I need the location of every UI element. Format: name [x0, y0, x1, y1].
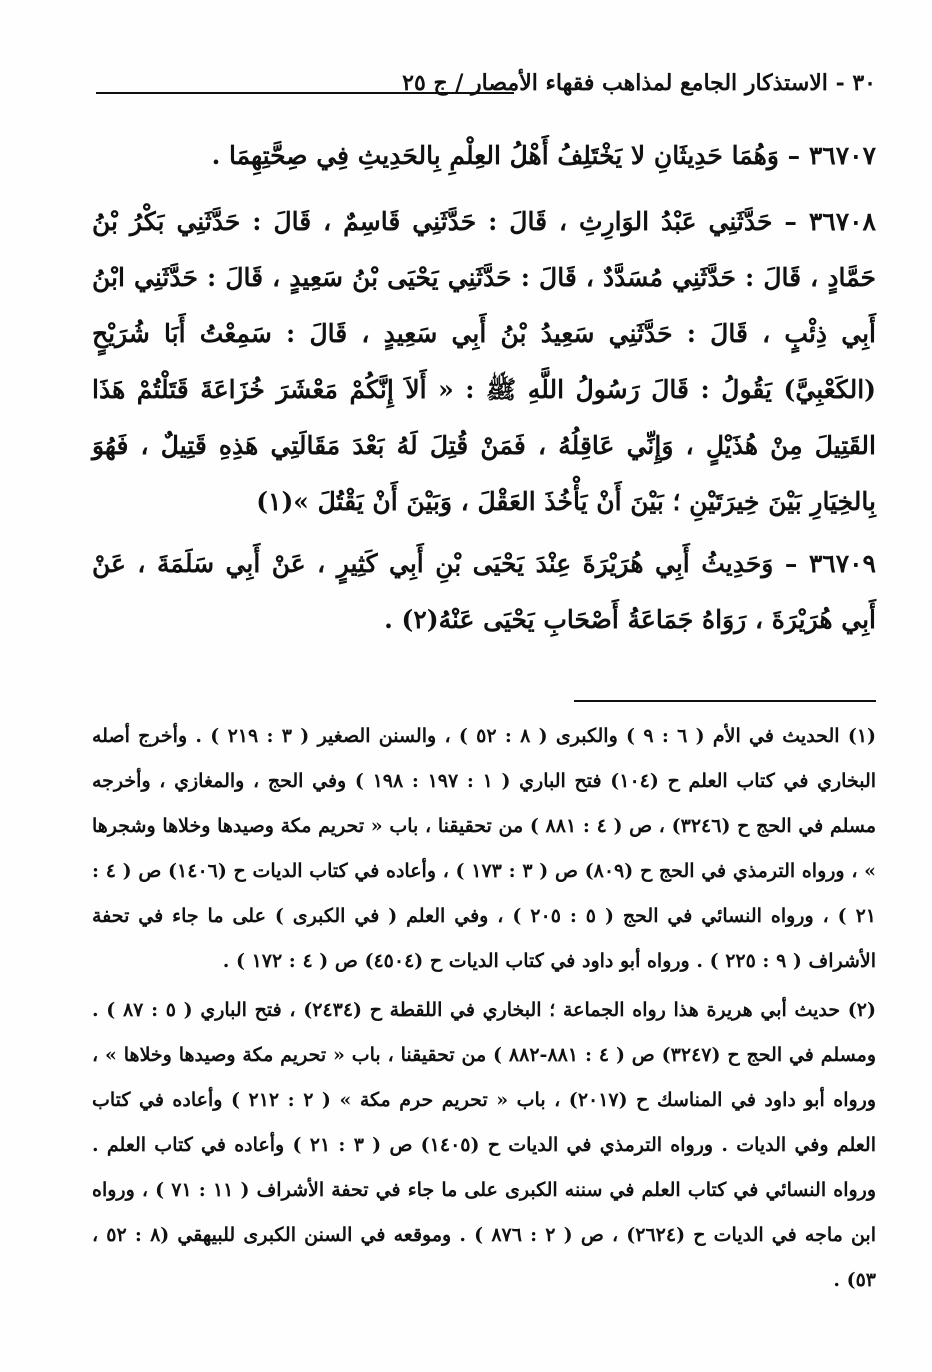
footnote-separator [574, 700, 876, 702]
paragraph-number: ٣٦٧٠٨ [808, 207, 876, 236]
footnote-1 [92, 714, 876, 984]
paragraph-dash: – [772, 207, 797, 236]
footnotes [92, 714, 876, 1307]
paragraph-text: وَهُمَا حَدِيثَانِ لا يَخْتَلِفُ أَهْلُ العِلْمِ بِالحَدِيثِ فِي صِحَّتِهِمَا . [211, 141, 779, 170]
footnote-text: حديث أبي هريرة هذا رواه الجماعة ؛ البخاري في اللقطة ح (٢٤٣٤) ، فتح الباري ( ٥ : ٨٧ ) . ومسلم في الحج ح (٣٢٤٧) ص ( ٤ : ٨٨١-٨٨٢ ) من تحقيقنا ، باب « تحريم مكة وصيدها وخلاها » ، ورواه أبو داود في المناسك ح (٢٠١٧) ، باب « تحريم حرم مكة » ( ٢ : ٢١٢ ) وأعاده في كتاب العلم وفي الديات . ورواه الترمذي في الديات ح (١٤٠٥) ص ( ٣ : ٢١ ) وأعاده في كتاب العلم . ورواه النسائي في كتاب العلم في سننه الكبرى على ما جاء في تحفة الأشراف ( ١١ : ٧١ ) ، ورواه ابن ماجه في الديات ح (٢٦٢٤) ، ص ( ٢ : ٨٧٦ ) . وموقعه في السنن الكبرى للبيهقي (٨ : ٥٢ ، ٥٣) . [92, 999, 877, 1291]
paragraph-number: ٣٦٧٠٧ [808, 141, 876, 170]
paragraph-number: ٣٦٧٠٩ [808, 549, 876, 578]
running-header [96, 66, 876, 100]
paragraph-text: حَدَّثَنِي عَبْدُ الوَارِثِ ، قَالَ : حَدَّثَنِي قَاسِمٌ ، قَالَ : حَدَّثَنِي بَكْرُ بْنُ حَمَّادٍ ، قَالَ : حَدَّثَنِي مُسَدَّدٌ ، قَالَ : حَدَّثَنِي يَحْيَى بْنُ سَعِيدٍ ، قَالَ : حَدَّثَنِي ابْنُ أَبِي ذِئْبٍ ، قَالَ : حَدَّثَنِي سَعِيدُ بْنُ أَبِي سَعِيدٍ ، قَالَ : سَمِعْتُ أَبَا شُرَيْحٍ (الكَعْبِيَّ) يَقُولُ : قَالَ رَسُولُ اللَّهِ ﷺ : « أَلاَ إِنَّكُمْ مَعْشَرَ خُزَاعَةَ قَتَلْتُمْ هَذَا القَتِيلَ مِنْ هُذَيْلٍ ، وَإِنِّي عَاقِلُهُ ، فَمَنْ قُتِلَ لَهُ بَعْدَ مَقَالَتِي هَذِهِ قَتِيلٌ ، فَهُوَ بِالخِيَارِ بَيْنَ خِيرَتَيْنِ ؛ بَيْنَ أَنْ يَأْخُذَ العَقْلَ ، وَبَيْنَ أَنْ يَقْتُلَ »(١) [92, 207, 877, 516]
header-rule [96, 92, 514, 94]
paragraph-36709 [92, 536, 876, 648]
main-text [92, 128, 876, 654]
paragraph-dash: – [778, 141, 801, 170]
paragraph-text: وَحَدِيثُ أَبِي هُرَيْرَةَ عِنْدَ يَحْيَى بْنِ أَبِي كَثِيرٍ ، عَنْ أَبِي سَلَمَةَ ، عَنْ أَبِي هُرَيْرَةَ ، رَوَاهُ جَمَاعَةُ أَصْحَابِ يَحْيَى عَنْهُ(٢) . [92, 549, 876, 634]
footnote-2 [92, 988, 876, 1303]
paragraph-36708 [92, 194, 876, 530]
footnote-text: الحديث في الأم ( ٦ : ٩ ) والكبرى ( ٨ : ٥٢ ) ، والسنن الصغير ( ٣ : ٢١٩ ) . وأخرج أصله البخاري في كتاب العلم ح (١٠٤) فتح الباري ( ١ : ١٩٧ : ١٩٨ ) وفي الحج ، والمغازي ، وأخرجه مسلم في الحج ح (٣٢٤٦) ، ص ( ٤ : ٨٨١ ) من تحقيقنا ، باب « تحريم مكة وصيدها وخلاها وشجرها » ، ورواه الترمذي في الحج ح (٨٠٩) ص ( ٣ : ١٧٣ ) ، وأعاده في كتاب الديات ح (١٤٠٦) ص ( ٤ : ٢١ ) ، ورواه النسائي في الحج ( ٥ : ٢٠٥ ) ، وفي العلم ( في الكبرى ) على ما جاء في تحفة الأشراف ( ٩ : ٢٢٥ ) . ورواه أبو داود في كتاب الديات ح (٤٥٠٤) ص ( ٤ : ١٧٢ ) . [92, 725, 877, 972]
paragraph-36707 [92, 128, 876, 184]
header-title: ٣٠ - الاستذكار الجامع لمذاهب فقهاء الأمصار / ج ٢٥ [402, 70, 876, 96]
footnote-marker: (٢) [847, 999, 877, 1021]
paragraph-dash: – [773, 549, 798, 578]
footnote-marker: (١) [847, 725, 877, 747]
